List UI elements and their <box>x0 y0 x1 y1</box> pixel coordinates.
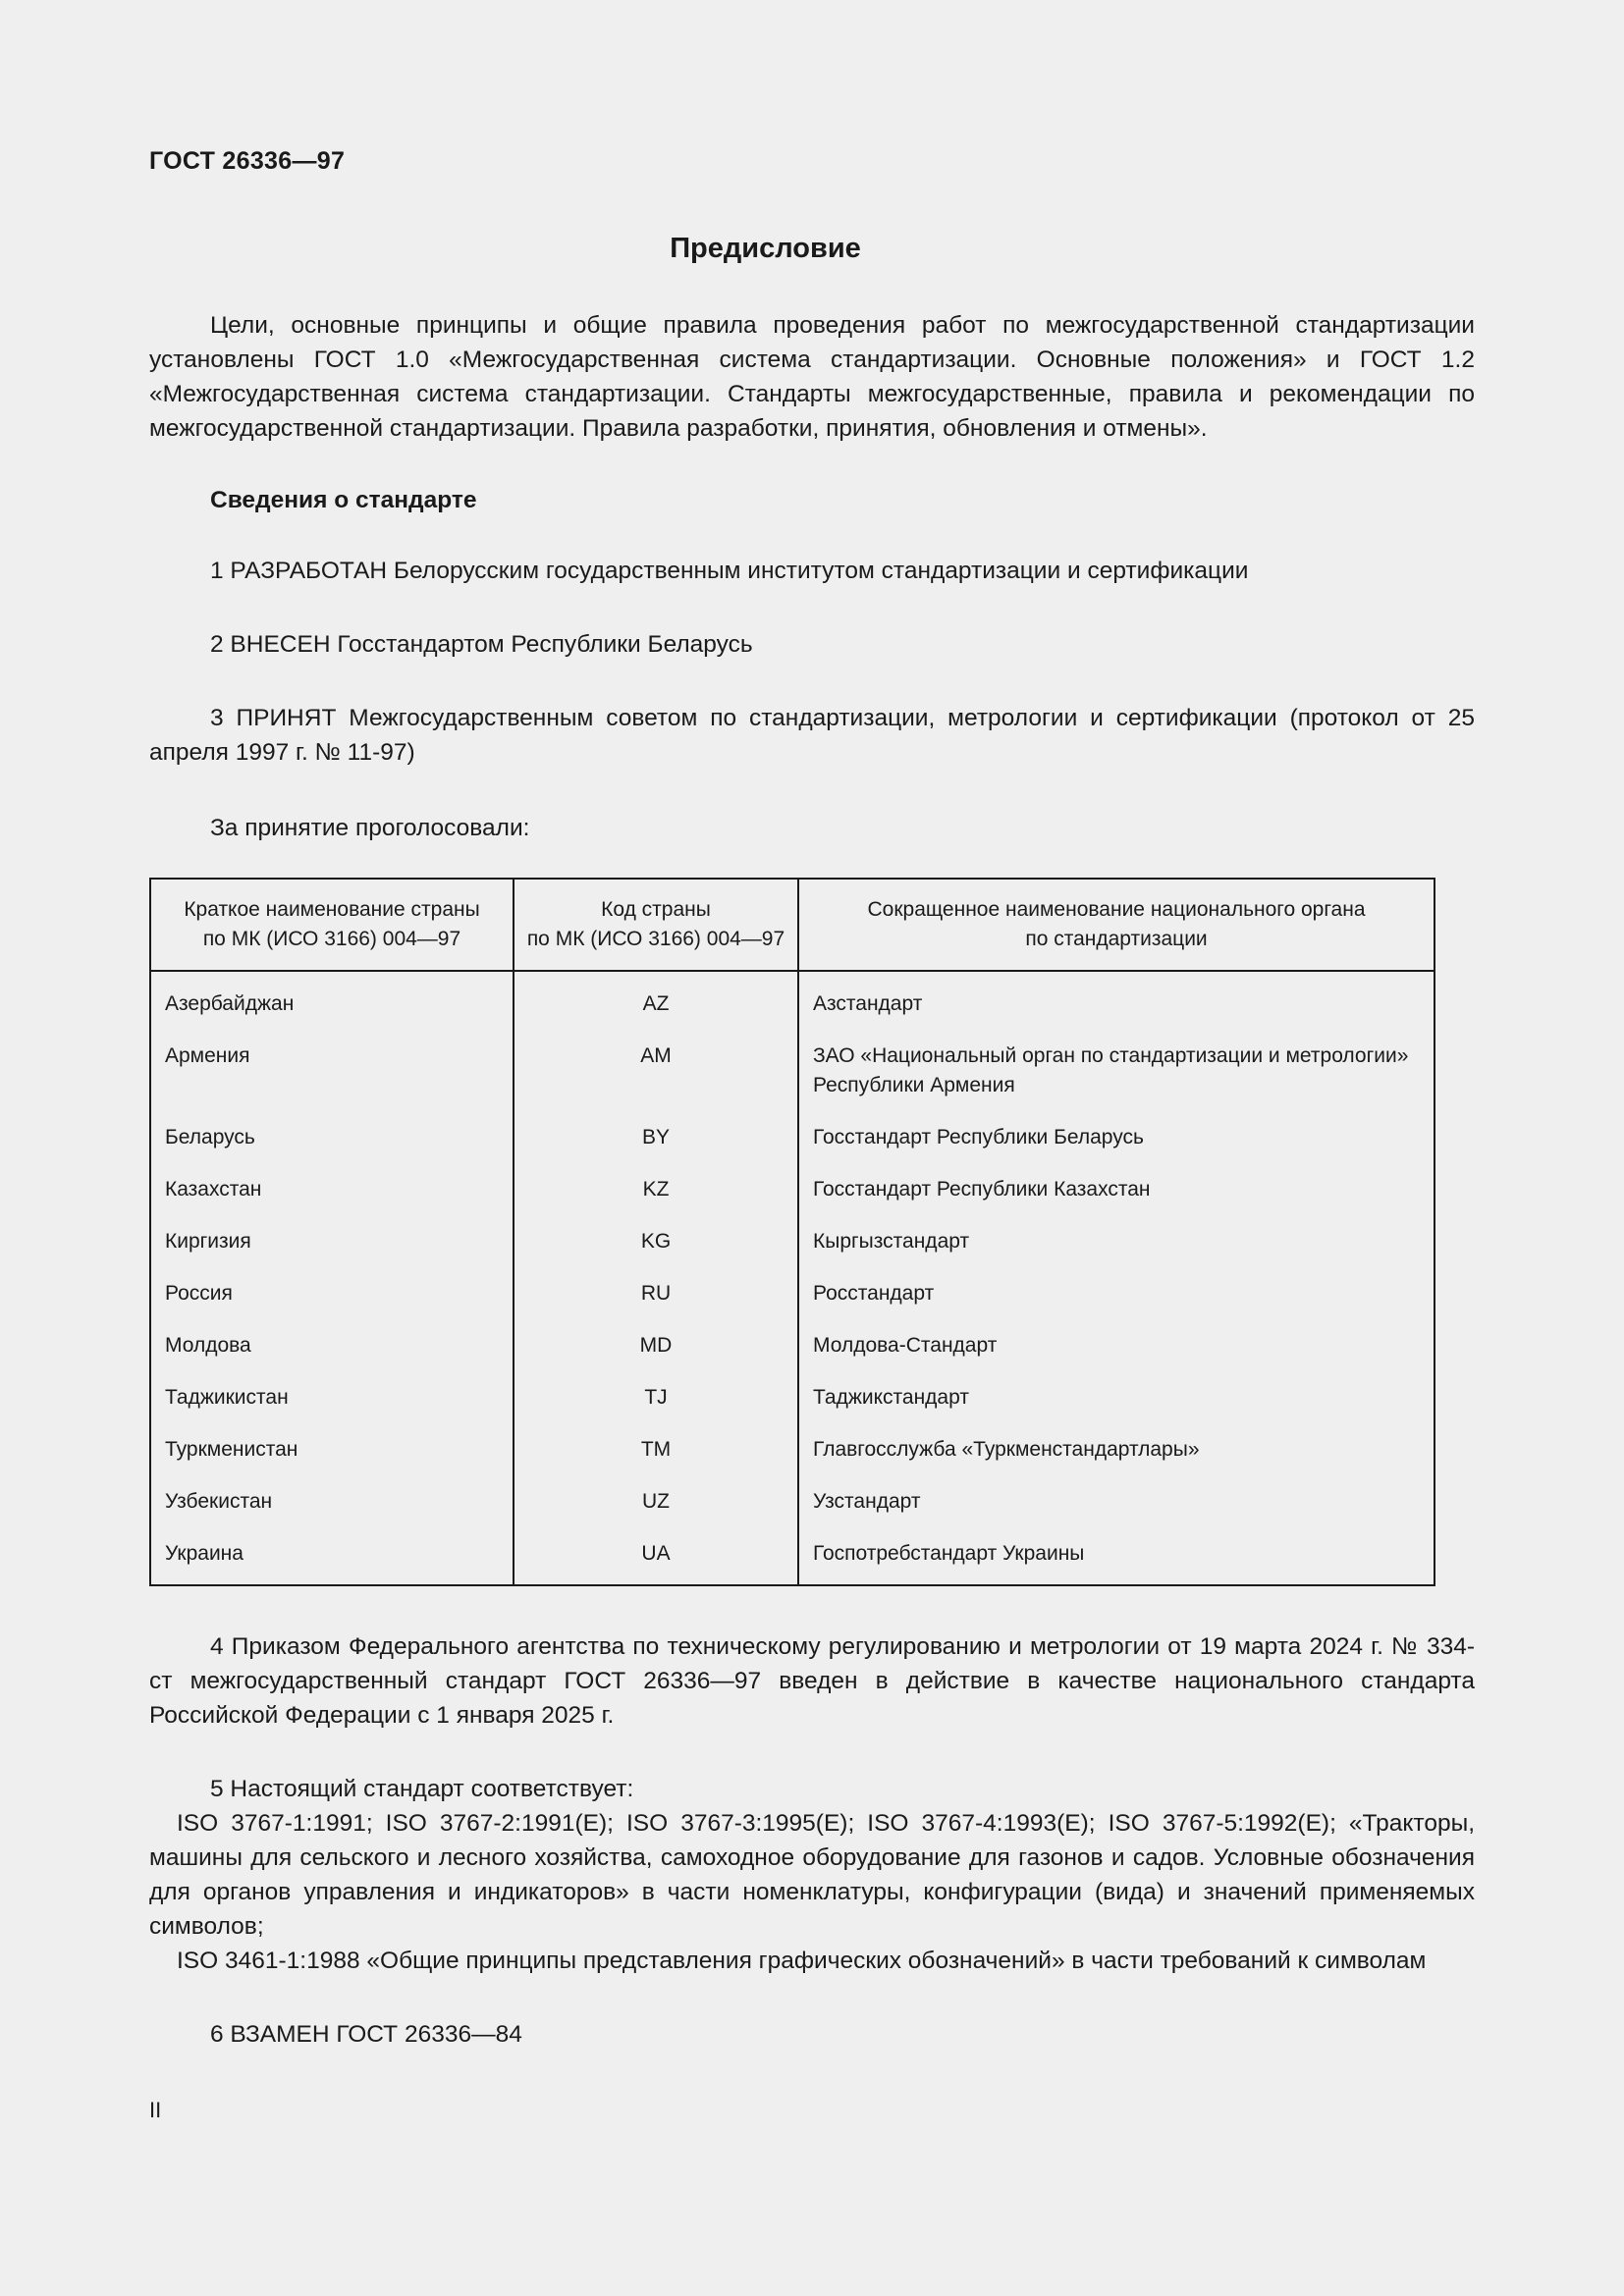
table-row <box>150 1030 1435 1111</box>
table-cell-country: Армения <box>150 1030 514 1111</box>
table-row <box>150 1163 1435 1215</box>
table-cell-country: Беларусь <box>150 1111 514 1163</box>
table-cell-code: AM <box>514 1030 798 1111</box>
list-item-4 <box>149 1629 1475 1733</box>
list-item-2 <box>149 627 1475 662</box>
table-header-body-line1: Сокращенное наименование национального органа <box>867 898 1366 921</box>
table-cell-country: Украина <box>150 1527 514 1585</box>
table-cell-country: Таджикистан <box>150 1371 514 1423</box>
table-header-country-line1: Краткое наименование страны <box>184 898 480 921</box>
table-row <box>150 1111 1435 1163</box>
list-item-1-text: 1 РАЗРАБОТАН Белорусским государственным институтом стандартизации и сертификации <box>210 558 1249 584</box>
table-cell-code: TJ <box>514 1371 798 1423</box>
table-cell-code: MD <box>514 1319 798 1371</box>
list-item-2-text: 2 ВНЕСЕН Госстандартом Республики Беларусь <box>210 631 753 658</box>
table-cell-code: BY <box>514 1111 798 1163</box>
table-cell-code: UZ <box>514 1475 798 1527</box>
table-cell-code: KZ <box>514 1163 798 1215</box>
table-cell-country: Россия <box>150 1267 514 1319</box>
table-header-code <box>514 879 798 971</box>
table-header-body <box>798 879 1435 971</box>
list-item-5-line2-wrap <box>149 1944 1475 1978</box>
table-cell-body: Кыргызстандарт <box>798 1215 1435 1267</box>
intro-paragraph-text: Цели, основные принципы и общие правила проведения работ по межгосударственной стандартизации установлены ГОСТ 1.0 «Межгосударственная система стандартизации. Основные положения» и ГОСТ 1.2 «Межгосударственная система стандартизации. Стандарты межгосударственные, правила и рекомендации по межгосударственной стандартизации. Правила разработки, принятия, обновления и отмены». <box>149 312 1475 442</box>
table-header-country <box>150 879 514 971</box>
list-item-5-line2: ISO 3461-1:1988 «Общие принципы представления графических обозначений» в части требований к символам <box>177 1948 1427 1974</box>
table-cell-country: Азербайджан <box>150 971 514 1030</box>
table-cell-body: ЗАО «Национальный орган по стандартизации и метрологии» Республики Армения <box>798 1030 1435 1111</box>
countries-table <box>149 878 1435 1586</box>
table-row <box>150 1475 1435 1527</box>
page-number: II <box>149 2098 162 2122</box>
page-content <box>149 147 1475 2052</box>
table-cell-country: Молдова <box>150 1319 514 1371</box>
table-cell-code: UA <box>514 1527 798 1585</box>
page-title: Предисловие <box>670 233 861 264</box>
table-cell-code: RU <box>514 1267 798 1319</box>
list-item-3-text: 3 ПРИНЯТ Межгосударственным советом по стандартизации, метрологии и сертификации (протокол от 25 апреля 1997 г. № 11-97) <box>149 705 1475 766</box>
post-table-section <box>149 1629 1475 2052</box>
list-item-1 <box>149 554 1475 588</box>
table-cell-body: Таджикстандарт <box>798 1371 1435 1423</box>
table-cell-country: Казахстан <box>150 1163 514 1215</box>
vote-intro-text: За принятие проголосовали: <box>210 815 530 841</box>
table-cell-body: Узстандарт <box>798 1475 1435 1527</box>
gost-number-header: ГОСТ 26336—97 <box>149 147 346 175</box>
table-body <box>150 971 1435 1585</box>
table-row <box>150 971 1435 1030</box>
intro-paragraph <box>149 308 1475 446</box>
table-cell-country: Киргизия <box>150 1215 514 1267</box>
section-heading-standard-info: Сведения о стандарте <box>210 487 477 513</box>
list-item-5-line1-wrap <box>149 1806 1475 1944</box>
table-header-code-line2: по МК (ИСО 3166) 004—97 <box>526 928 785 950</box>
table-header <box>150 879 1435 971</box>
table-header-country-line2: по МК (ИСО 3166) 004—97 <box>202 928 461 950</box>
table-cell-body: Росстандарт <box>798 1267 1435 1319</box>
table-cell-body: Молдова-Стандарт <box>798 1319 1435 1371</box>
list-item-5-line1: ISO 3767-1:1991; ISO 3767-2:1991(E); ISO 3767-3:1995(E); ISO 3767-4:1993(E); ISO 3767-5:1992(E); «Тракторы, машины для сельского и лесного хозяйства, самоходное оборудование для газонов и садов. Условные обозначения для органов управления и индикаторов» в части номенклатуры, конфигурации (вида) и значений применяемых символов; <box>149 1810 1475 1940</box>
table-row <box>150 1423 1435 1475</box>
table-header-row <box>150 879 1435 971</box>
list-item-4-text: 4 Приказом Федерального агентства по техническому регулированию и метрологии от 19 марта 2024 г. № 334-ст межгосударственный стандарт ГОСТ 26336—97 введен в действие в качестве национального стандарта Российской Федерации с 1 января 2025 г. <box>149 1633 1475 1729</box>
list-item-3 <box>149 701 1475 770</box>
table-cell-country: Туркменистан <box>150 1423 514 1475</box>
table-row <box>150 1319 1435 1371</box>
list-item-6-text: 6 ВЗАМЕН ГОСТ 26336—84 <box>210 2021 522 2048</box>
table-cell-body: Госстандарт Республики Казахстан <box>798 1163 1435 1215</box>
table-cell-code: KG <box>514 1215 798 1267</box>
list-item-6 <box>149 2017 1475 2052</box>
table-row <box>150 1215 1435 1267</box>
list-item-5 <box>149 1772 1475 1978</box>
table-header-body-line2: по стандартизации <box>1025 928 1208 950</box>
table-cell-code: TM <box>514 1423 798 1475</box>
table-row <box>150 1527 1435 1585</box>
table-row <box>150 1371 1435 1423</box>
table-header-code-line1: Код страны <box>601 898 711 921</box>
table-cell-body: Азстандарт <box>798 971 1435 1030</box>
list-item-5-heading: 5 Настоящий стандарт соответствует: <box>210 1776 634 1802</box>
list-item-5-heading-wrap <box>149 1772 1475 1806</box>
table-cell-body: Госстандарт Республики Беларусь <box>798 1111 1435 1163</box>
table-cell-body: Госпотребстандарт Украины <box>798 1527 1435 1585</box>
table-row <box>150 1267 1435 1319</box>
table-cell-body: Главгосслужба «Туркменстандартлары» <box>798 1423 1435 1475</box>
table-cell-code: AZ <box>514 971 798 1030</box>
table-cell-country: Узбекистан <box>150 1475 514 1527</box>
